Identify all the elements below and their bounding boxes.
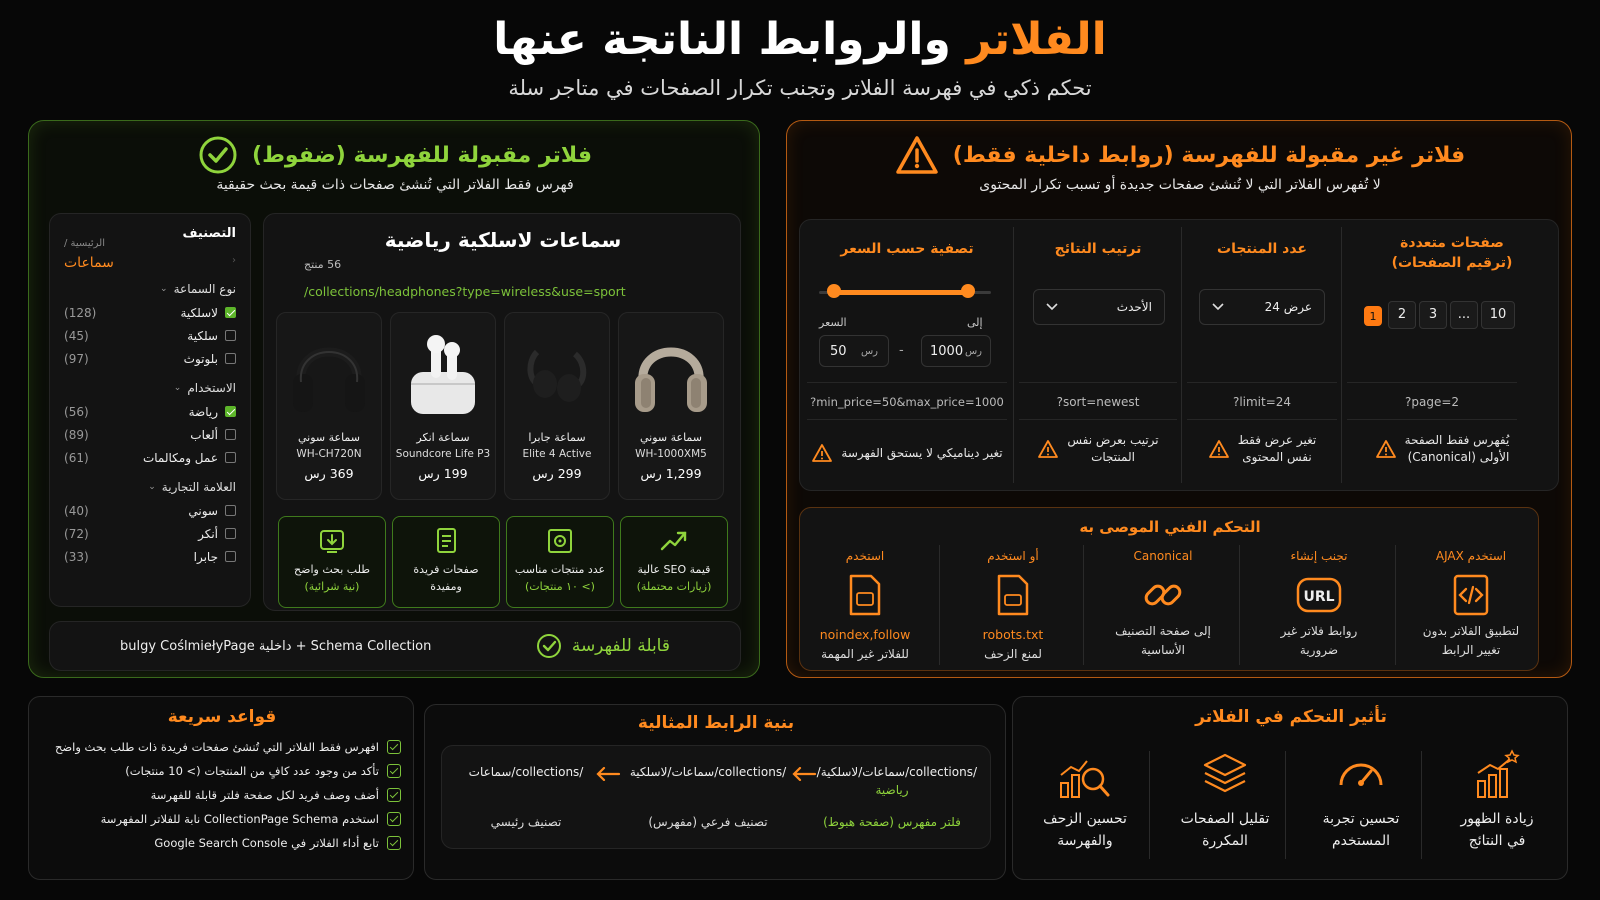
tech-item-top: تجنب إنشاء <box>1290 549 1348 563</box>
page-ellipsis: ... <box>1450 301 1478 329</box>
rule-text: افهرس فقط الفلاتر التي تُنشئ صفحات فريدة ذات طلب بحث واضح <box>54 740 379 754</box>
indexable-footer <box>49 621 741 671</box>
chevron-down-icon: ⌄ <box>160 284 168 294</box>
check-icon <box>387 740 401 754</box>
product-model: Elite 4 Active <box>522 448 592 460</box>
checkbox[interactable] <box>225 505 236 516</box>
impact-line2: والفهرسة <box>1057 833 1113 849</box>
filter-option-label: بلوتوث <box>183 351 218 366</box>
warning-line1: ترتيب بعرض نفس <box>1067 433 1159 447</box>
rule-item <box>41 831 401 855</box>
check-icon <box>387 836 401 850</box>
target-box-icon <box>507 527 613 557</box>
column-title-line2: (ترقيم الصفحات) <box>1391 255 1513 271</box>
warning-triangle-icon <box>1037 439 1059 459</box>
product-listing-card <box>263 213 741 611</box>
filter-option[interactable] <box>64 545 236 568</box>
check-circle-icon <box>198 135 238 175</box>
growth-arrow-icon <box>621 527 727 557</box>
rules-list <box>41 735 401 855</box>
rule-text: تابع أداء الفلاتر في Google Search Console <box>154 836 379 850</box>
product-card[interactable] <box>618 312 724 500</box>
warning-triangle-icon <box>1208 439 1230 459</box>
filter-group-header[interactable] <box>64 376 236 400</box>
breadcrumb[interactable]: الرئيسية / <box>64 238 105 249</box>
benefit-line1: طلب بحث واضح <box>294 563 370 576</box>
warning-line2: الأولى (Canonical) <box>1407 450 1510 464</box>
impact-crawl <box>1025 749 1145 849</box>
chevron-down-icon <box>1046 303 1058 311</box>
growth-chart-icon <box>1437 749 1557 803</box>
filter-option[interactable] <box>64 522 236 545</box>
check-circle-icon <box>536 633 562 659</box>
limit-select-value: عرض 24 <box>1264 300 1312 314</box>
sidebar-groups <box>64 277 236 574</box>
warning-line1: تغير عرض فقط <box>1237 433 1317 447</box>
url-node-main: /collections/سماعات <box>468 765 584 779</box>
param-limit: ?limit=24 <box>1187 382 1337 420</box>
impact-ux <box>1301 749 1421 849</box>
accepted-filters-panel <box>28 120 760 678</box>
price-max-value: 1000 <box>930 343 964 359</box>
impact-line1: تحسين تجربة <box>1322 811 1400 827</box>
filter-option-label: ألعاب <box>190 427 218 442</box>
tech-item-line2: تغيير الرابط <box>1441 643 1501 657</box>
check-icon <box>387 812 401 826</box>
benefit-line1: عدد منتجات مناسب <box>514 563 606 576</box>
benefit-line1: قيمة SEO عالية <box>637 563 711 576</box>
impact-duplicates <box>1165 749 1285 849</box>
tech-item-top: Canonical <box>1133 549 1193 563</box>
url-node-filter <box>807 765 977 797</box>
robots-file-icon <box>943 573 1083 619</box>
tech-item-line2: ضرورية <box>1299 643 1339 657</box>
check-icon <box>387 788 401 802</box>
param-page: ?page=2 <box>1347 382 1517 420</box>
tech-item-top: استخدم <box>845 549 885 563</box>
sport-earbuds-icon <box>505 313 609 431</box>
product-name: سماعة سوني <box>297 431 360 444</box>
chevron-down-icon: ⌄ <box>173 383 182 393</box>
column-title-line1: صفحات متعددة <box>1400 235 1504 251</box>
tech-item-ajax <box>1401 549 1541 657</box>
product-model: Soundcore Life P3 <box>395 448 491 460</box>
price-min-value: 50 <box>830 343 847 359</box>
filter-option[interactable] <box>64 301 236 324</box>
product-card[interactable] <box>276 312 382 500</box>
warning-sort <box>1019 433 1177 464</box>
checkbox[interactable] <box>225 353 236 364</box>
rule-text: أضف وصف فريد لكل صفحة فلتر قابلة للفهرسة <box>150 788 379 802</box>
product-card[interactable] <box>504 312 610 500</box>
filter-option-label: رياضة <box>188 404 218 419</box>
product-card[interactable] <box>390 312 496 500</box>
listing-count: 56 منتج <box>304 258 342 271</box>
noindex-file-icon <box>795 573 935 619</box>
column-title-price: تصفية حسب السعر <box>840 241 974 257</box>
rules-title: قواعد سريعة <box>167 707 277 727</box>
filter-option[interactable] <box>64 499 236 522</box>
product-price: 369 رس <box>304 466 354 481</box>
rule-text: استخدم CollectionPage Schema نابة للفلاتر المفهرسة <box>100 812 379 826</box>
benefit-line2: (> ١٠ منتجات) <box>525 580 595 593</box>
filter-group-title: نوع السماعة <box>173 282 236 296</box>
filter-option[interactable] <box>64 400 236 423</box>
product-model: WH-CH720N <box>296 448 362 460</box>
filter-option-count: (61) <box>64 450 89 465</box>
sidebar-current-category[interactable]: سماعات <box>64 255 114 271</box>
impact-panel <box>1012 696 1568 880</box>
headphone-beige-icon <box>619 313 723 431</box>
price-max-label: إلى <box>967 316 983 329</box>
schema-note: Schema Collection + داخلية bulgy CoślmiełyPage <box>120 638 432 654</box>
impact-line1: تقليل الصفحات <box>1180 811 1270 827</box>
currency-label: رس <box>964 345 982 357</box>
warning-line1: يُفهرس فقط الصفحة <box>1404 433 1510 447</box>
rejected-subtitle: لا تُفهرس الفلاتر التي لا تُنشئ صفحات جديدة أو تسبب تكرار المحتوى <box>979 177 1381 193</box>
warning-pagination <box>1347 433 1537 464</box>
filter-option[interactable] <box>64 423 236 446</box>
warning-triangle-icon <box>811 443 833 463</box>
chevron-down-icon <box>1212 303 1224 311</box>
impact-line2: المستخدم <box>1331 833 1391 849</box>
tech-item-noindex <box>795 549 935 661</box>
benefit-product-count <box>506 516 614 608</box>
sort-select[interactable] <box>1033 289 1165 325</box>
warning-price <box>807 443 1007 463</box>
product-price: 199 رس <box>418 466 468 481</box>
benefit-line2: (زيارات محتملة) <box>636 580 712 593</box>
url-structure-title: بنية الرابط المثالية <box>637 713 795 733</box>
page-2-button[interactable]: 2 <box>1388 301 1416 329</box>
impact-line1: تحسين الزحف <box>1043 811 1127 827</box>
benefit-unique-pages <box>392 516 500 608</box>
tech-item-top: استخدم AJAX <box>1435 549 1507 563</box>
page-title <box>0 14 1600 65</box>
accepted-title-row <box>29 135 761 175</box>
rule-item <box>41 735 401 759</box>
filter-option[interactable] <box>64 324 236 347</box>
product-name: سماعة انكر <box>416 431 470 444</box>
checkbox[interactable] <box>225 528 236 539</box>
price-range-slider[interactable] <box>819 288 991 296</box>
price-min-label: السعر <box>819 316 847 329</box>
column-title-limit: عدد المنتجات <box>1217 241 1307 257</box>
product-name: سماعة سوني <box>639 431 702 444</box>
filter-option-label: سوني <box>188 503 218 518</box>
indexable-status: قابلة للفهرسة <box>571 636 670 656</box>
warning-line2: نفس المحتوى <box>1242 450 1312 464</box>
price-min-input[interactable] <box>819 335 889 367</box>
document-list-icon <box>393 527 499 557</box>
impact-line2: المكررة <box>1202 833 1248 849</box>
rule-item <box>41 783 401 807</box>
page-3-button[interactable]: 3 <box>1419 301 1447 329</box>
tech-item-line1: لتطبيق الفلاتر بدون <box>1422 624 1520 638</box>
rejected-title-row <box>787 135 1573 175</box>
filter-option[interactable] <box>64 347 236 370</box>
price-min-handle[interactable] <box>827 284 841 298</box>
checkbox[interactable] <box>225 429 236 440</box>
url-node-main-label: تصنيف رئيسي <box>490 815 562 829</box>
page-subtitle: تحكم ذكي في فهرسة الفلاتر وتجنب تكرار الصفحات في متاجر سلة <box>508 76 1092 100</box>
filter-option-count: (45) <box>64 328 89 343</box>
filter-group-header[interactable] <box>64 277 236 301</box>
filter-option-label: أنكر <box>198 526 218 541</box>
chevron-down-icon: ⌄ <box>148 482 156 492</box>
filter-group-title: الاستخدام <box>187 381 236 395</box>
product-price: 1,299 رس <box>640 466 702 481</box>
checkbox[interactable] <box>225 406 236 417</box>
filter-option-label: لاسلكية <box>180 305 218 320</box>
checkbox[interactable] <box>225 330 236 341</box>
rule-item <box>41 807 401 831</box>
filter-option-label: عمل ومكالمات <box>142 450 218 465</box>
check-icon <box>387 764 401 778</box>
tech-item-top: أو استخدم <box>987 549 1039 563</box>
rejected-title: فلاتر غير مقبولة للفهرسة (روابط داخلية فقط) <box>952 142 1466 168</box>
sidebar-heading: التصنيف <box>182 226 236 241</box>
benefit-line2: ومفيدة <box>430 580 462 593</box>
download-box-icon <box>279 527 385 557</box>
speedometer-icon <box>1301 749 1421 803</box>
url-node-path: /collections/سماعات/لاسلكية/ <box>816 765 977 779</box>
filter-option-count: (56) <box>64 404 89 419</box>
url-structure-panel <box>424 704 1006 880</box>
warning-triangle-icon <box>1375 439 1397 459</box>
product-model: WH-1000XM5 <box>635 448 707 460</box>
column-title-pagination <box>1349 235 1555 271</box>
impact-title: تأثير التحكم في الفلاتر <box>1195 707 1387 727</box>
warning-line1: تغير ديناميكي لا يستحق الفهرسة <box>841 446 1003 460</box>
filter-option-count: (97) <box>64 351 89 366</box>
tech-item-line1: روابط فلاتر غير <box>1280 624 1358 638</box>
filter-option-count: (72) <box>64 526 89 541</box>
filter-option-count: (33) <box>64 549 89 564</box>
tech-item-main: noindex,follow <box>819 627 911 642</box>
benefit-line1: صفحات فريدة <box>413 563 479 576</box>
layers-icon <box>1165 749 1285 803</box>
price-max-handle[interactable] <box>961 284 975 298</box>
page-10-button[interactable]: 10 <box>1481 301 1515 329</box>
benefit-line2: (نية شرائية) <box>304 580 360 593</box>
url-node-filter-label: فلتر مفهرس (صفحة هبوط) <box>823 815 961 829</box>
url-node-sub: /collections/سماعات/لاسلكية <box>629 765 787 779</box>
url-node-sub-label: تصنيف فرعي (مفهرس) <box>648 815 768 829</box>
tech-item-line1: للفلاتر غير المهمة <box>821 647 909 661</box>
arrow-left-icon <box>791 767 817 781</box>
tech-item-robots <box>943 549 1083 661</box>
page-1-button[interactable]: 1 <box>1364 306 1382 326</box>
column-title-sort: ترتيب النتائج <box>1054 241 1142 257</box>
filter-option[interactable] <box>64 446 236 469</box>
benefit-search-intent <box>278 516 386 608</box>
page-title-rest: والروابط الناتجة عنها <box>493 14 951 65</box>
filter-group-header[interactable] <box>64 475 236 499</box>
warning-triangle-icon <box>895 135 939 175</box>
headphone-black-icon <box>277 313 381 431</box>
filter-option-count: (128) <box>64 305 97 320</box>
tech-item-line1: لمنع الزحف <box>984 647 1042 661</box>
warning-line2: المنتجات <box>1091 450 1135 464</box>
param-price: ?min_price=50&max_price=1000 <box>807 382 1007 420</box>
accepted-subtitle: فهرس فقط الفلاتر التي تُنشئ صفحات ذات قيمة بحث حقيقية <box>216 177 574 193</box>
crawl-search-icon <box>1025 749 1145 803</box>
product-price: 299 رس <box>532 466 582 481</box>
rejected-filters-panel <box>786 120 1572 678</box>
filter-option-label: جابرا <box>193 549 218 564</box>
impact-visibility <box>1437 749 1557 849</box>
param-sort: ?sort=newest <box>1019 382 1177 420</box>
quick-rules-panel <box>28 696 414 880</box>
listing-title: سماعات لاسلكية رياضية <box>384 228 622 252</box>
benefit-seo-value <box>620 516 728 608</box>
tech-item-line2: الأساسية <box>1141 643 1185 657</box>
impact-line2: في النتائج <box>1468 833 1526 849</box>
checkbox[interactable] <box>225 452 236 463</box>
tech-item-main: robots.txt <box>982 627 1044 642</box>
sort-select-value: الأحدث <box>1116 300 1152 314</box>
tech-item-line1: إلى صفحة التصنيف <box>1115 624 1211 638</box>
code-file-icon <box>1401 573 1541 619</box>
tech-item-avoid-urls <box>1249 549 1389 657</box>
listing-url: /collections/headphones?type=wireless&use=sport <box>304 284 626 299</box>
filter-option-label: سلكية <box>187 328 218 343</box>
tech-title: التحكم الفني الموصى به <box>1079 518 1261 536</box>
earbuds-case-icon <box>391 313 495 431</box>
warning-limit <box>1187 433 1337 464</box>
link-icon <box>1093 573 1233 619</box>
url-node-path-cont: رياضية <box>875 783 909 797</box>
product-name: سماعة جابرا <box>528 431 586 444</box>
url-structure-diagram <box>441 745 991 849</box>
price-max-input[interactable] <box>921 335 991 367</box>
limit-select[interactable] <box>1199 289 1325 325</box>
page-title-accent: الفلاتر <box>966 14 1107 65</box>
url-icon <box>1249 573 1389 619</box>
tech-item-canonical <box>1093 549 1233 657</box>
filter-option-count: (89) <box>64 427 89 442</box>
rule-item <box>41 759 401 783</box>
currency-label: رس <box>860 345 878 357</box>
accepted-title: فلاتر مقبولة للفهرسة (ضفوط) <box>252 142 592 168</box>
filter-option-count: (40) <box>64 503 89 518</box>
checkbox[interactable] <box>225 551 236 562</box>
rule-text: تأكد من وجود عدد كافٍ من المنتجات (> 10 منتجات) <box>125 764 379 778</box>
checkbox[interactable] <box>225 307 236 318</box>
impact-line1: زيادة الظهور <box>1460 811 1534 827</box>
arrow-left-icon <box>595 767 621 781</box>
svg-text:URL: URL <box>1303 589 1335 605</box>
filter-group-title: العلامة التجارية <box>161 480 236 494</box>
filter-sidebar: التصنيف الرئيسية / ‹ سماعات ⌄ نوع السماعة لاسلكية (128) سلكية (45) بلوتوث (97) ⌄ الاستخدام رياضة (56) ألعاب (89) عمل ومكالمات (61) ⌄ العلامة التجارية سوني (40) أنكر (72) جابرا (33) <box>49 213 251 607</box>
price-range-dash: - <box>899 343 904 358</box>
